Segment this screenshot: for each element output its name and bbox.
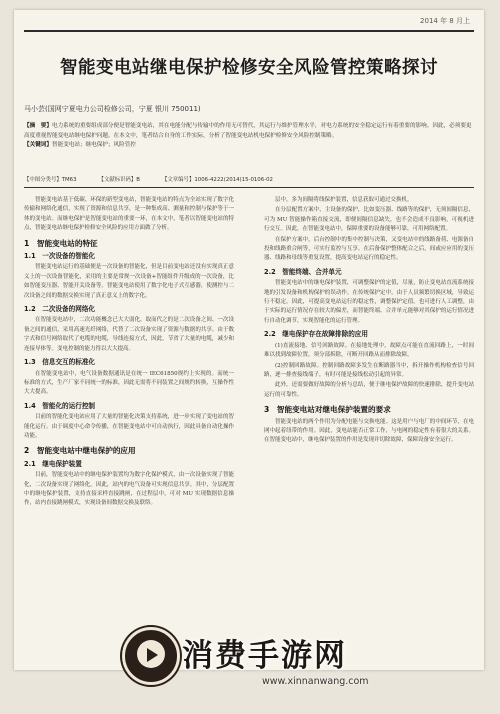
body-paragraph: 在智能变电站中，电气设备数据通讯是在统一 IEC61850规约上实现的。而统一标准的方式，生产厂家不同统一的标准，因此无需将不同装置之间规约转换，互操作性大大提高。 (24, 370, 234, 396)
keywords: 智能变电站；继电保护；风险管控 (51, 142, 136, 149)
watermark-url: www.xinnanwang.com (262, 676, 369, 687)
body-paragraph: 目前，智能变电站中的继电保护装置均为数字化保护模式，由一次设备实现了智能化，二次设备实现了网络化。因此，站内的电气设备可实现信息共享。其中，分层配置中的继电保护装置，支持直接采样直接跳闸，在过程层中，可对 MU 实现数据信息操作，站内直接跳闸模式，实现设备间数据交换及联络。 (24, 472, 234, 507)
clc-number: 【中图分类号】TM63 (24, 177, 77, 183)
abstract-text: 电力系统的重要组成部分便是智能变电站，其在电能分配与传输中的作用无可替代，其运行与维护管理水平，对电力系统的安全稳定运行有着重要的影响。因此，必须要更高度重视智能变电站继电保护问题。在本文中，笔者结合自身的工作实际，分析了智能变电站机电保护检修安全风险控制策略。 (24, 123, 472, 139)
watermark-site-name: 消费手游网 (182, 638, 347, 674)
body-paragraph: 此外，还需要做好故障的分析与总结，便于继电保护故障的快速排除，提升变电站运行的可靠性。 (264, 382, 474, 398)
section-heading: 2 智能变电站中继电保护的应用 (24, 446, 136, 456)
header-divider (24, 30, 474, 32)
section-heading: 2.2 智能终端、合并单元 (264, 267, 342, 276)
body-column-left (24, 196, 234, 510)
body-column-right (264, 196, 474, 447)
watermark-logo (122, 627, 180, 685)
body-paragraph: 在保护方案中，后台控制中的集中控制与决策，又变电站中的线路备荷、电源备自投和线路重合闸等，可实行监控与互享。在后备保护整体配合之后，间或应应用的变压器、线路和母线等重复设置，提高变电站运行的稳定性。 (264, 236, 474, 262)
paper-authors: 马小芸(国网宁夏电力公司检修公司，宁夏 银川 750011) (24, 105, 201, 113)
body-paragraph: 层中，多为间隔将线保护装置，信息获取可通过交换机。 (275, 197, 413, 203)
paper-title: 智能变电站继电保护检修安全风险管控策略探讨 (60, 58, 438, 78)
abstract-label: 【摘 要】 (24, 123, 52, 129)
section-heading: 1.4 智能化的运行控制 (24, 401, 96, 410)
article-id: 【文章编号】1006-4222(2014)15-0106-02 (161, 177, 273, 183)
section-heading: 2.2 继电保护存在故障排除的应用 (264, 330, 368, 339)
body-paragraph: 在分层配置方案中，主设备的保护，比如变压器、线路等的保护，无须间隔信息，可为 MU 智能操作箱直接交流，即便间隔信息缺失，也不会造成不良影响，可视机进行交互。因此，在智能变电站中，保障重要的设备能够可靠，可用网络配置。 (264, 207, 474, 233)
section-heading: 3 智能变电站对继电保护装置的要求 (264, 405, 391, 415)
section-heading: 1 智能变电站的特征 (24, 238, 98, 248)
body-paragraph: 智能变电站运行的基础便是一次设备的智能化，但是目前变电站还没有实现真正意义上的一次设备智能化，采用的主要是常规一次设备+智能组件升级成的一次设备，比如智能变压器、智能开关设备等。智能变电站使用了数字化电子式互感器，使测控与二次设备之间的数据交换实现了真正意义上的数字化。 (24, 264, 234, 299)
body-paragraph: 在智能变电站中，二次功能概念已大大弱化，取而代之的是二次设备之间、一次设备之间的通信，采用高速光纤网络，代替了二次设备实现了资源与数据的共享。由于数字式和信号网络取代了电缆的电缆，导线连接方式，因此，节省了大量的电缆，减少和连接导体等。变电控制的能力得以大大提高。 (24, 317, 234, 352)
meta-divider (24, 187, 474, 188)
journal-page (14, 10, 484, 670)
section-heading: 2.1 继电保护装置 (24, 459, 82, 468)
issue-date: 2014 年 8 月上 (420, 17, 470, 25)
section-heading: 1.3 信息交互的标准化 (24, 358, 96, 367)
body-paragraph: (2)控制回路故障。控制回路故障多发生在断路器当中，拆开操作机构检查信号回路，逐一排查接线端子，有时可能是接线松动引起的异常。 (264, 362, 474, 378)
section-heading: 1.1 一次设备的智能化 (24, 252, 96, 261)
abstract (24, 122, 474, 151)
document-code: 【文献标识码】B (98, 177, 140, 183)
section-heading: 1.2 二次设备的网络化 (24, 305, 96, 314)
body-paragraph: 目前的智能化变电站应用了大量的智能化决策支持系统，进一步实现了变电站的智能化运行。由于调度中心命令传播，在智能变电站中可自动执行，因此具备自动化操作功能。 (24, 414, 234, 439)
body-paragraph: 智能变电站的两个作用为分配电能与交换电能。这是用户与电厂的中间环节，在电网中起着纽带的作用。因此，变电站能否正常工作，与电网的稳定性有着很大的关系。在智能变电站中，继电保护装置的作用是发现并切除故障，保障设备安全运行。 (264, 418, 474, 444)
play-icon (147, 648, 158, 662)
body-paragraph: (1)直流接地、信号回路故障。在接地处理中，故障点可能在直流回路上，一时间难以找到故障位置，须分部拆除，可断开回路从而排除故障。 (264, 342, 474, 359)
body-paragraph: 智能变电站基于低碳、环保的新型变电站，智能变电站的特点为全站实现了数字化传输和网络化通信，实现了资源和信息共享，是一种集成高、测量和控制与保护等于一体的变电站。而继电保护是智能变电站的重要一环，在本文中，笔者以智能变电站的特点，智能变电站继电保护检修安全风险的应用方面做了分析。 (24, 197, 234, 232)
classification-row (24, 175, 474, 183)
keywords-label: 【关键词】 (24, 142, 52, 149)
body-paragraph: 智能变电站中的继电保护装置，可调整保护的定值，尽量，防止变电站直流系统接地的引发设备和机构保护的误动作。在传统保护定中，由于人员频繁切换区域，导致运行不稳定。因此，可提高变电站运行的稳定性，调整保护定值。也可进行人工调整，由于实际的运行情况存在较大的偏差，而智能终端、合并单元能够对其保护的运行情况进行自动化调节，实现智能化的运行管理。 (264, 280, 474, 324)
